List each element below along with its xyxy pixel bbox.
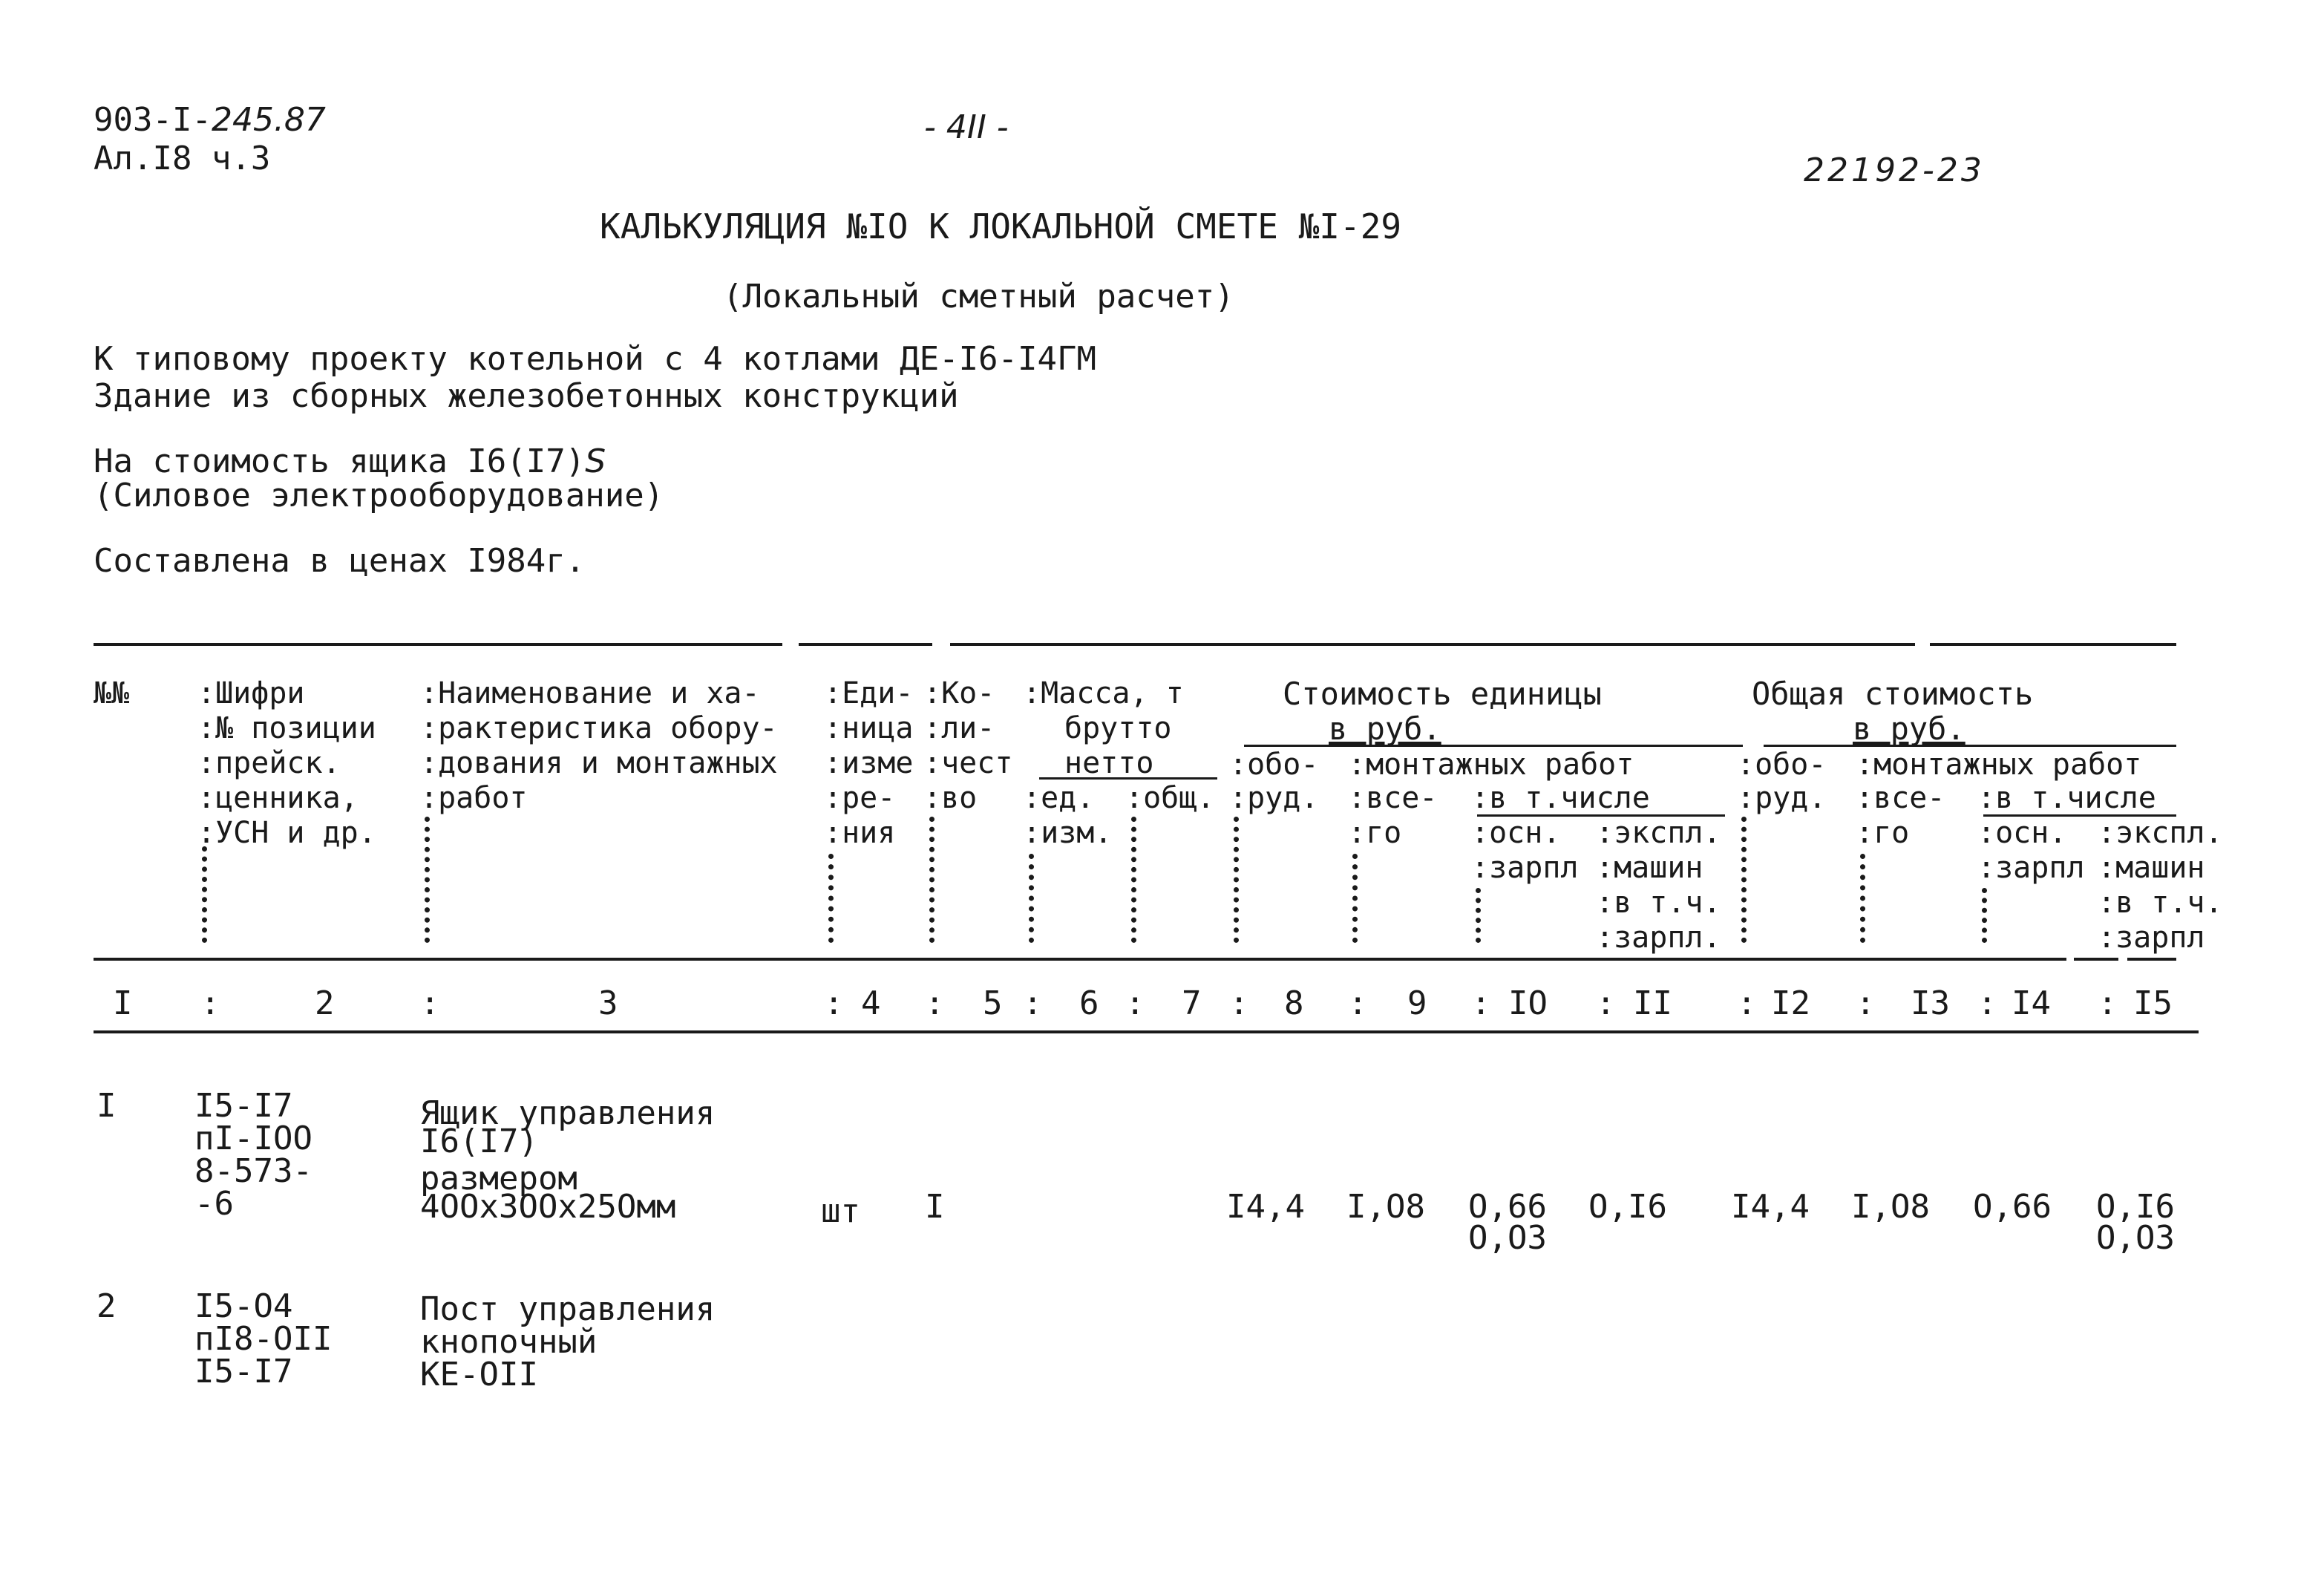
header-qty-4: :во bbox=[923, 781, 978, 815]
top-rule bbox=[1930, 643, 2176, 646]
row-mount-total: I,O8 bbox=[1851, 1188, 1930, 1226]
row-name-2: I6(I7) bbox=[420, 1123, 538, 1160]
header-bottom-rule bbox=[2074, 958, 2118, 961]
header-mass-total: :общ. bbox=[1125, 781, 1215, 815]
header-code-3: :прейск. bbox=[197, 746, 341, 780]
column-separator bbox=[1131, 817, 1136, 943]
header-total-cost-title: Общая стоимость bbox=[1752, 676, 2034, 712]
colnum-5: 5 bbox=[983, 984, 1003, 1022]
colnum-13: I3 bbox=[1911, 984, 1950, 1022]
colnum-15: I5 bbox=[2133, 984, 2173, 1022]
colnum-2: 2 bbox=[315, 984, 335, 1022]
prices-basis: Составлена в ценах I984г. bbox=[94, 542, 586, 580]
row-name-3: размером bbox=[420, 1160, 577, 1197]
header-unit-3: :изме bbox=[824, 746, 914, 780]
colnum-bottom-rule bbox=[94, 1030, 2199, 1033]
project-line-1: К типовому проекту котельной с 4 котлами ДЕ-I6-I4ГМ bbox=[94, 340, 1097, 378]
row-name-4: 4OOx3OOx25Oмм bbox=[420, 1188, 676, 1226]
row-equip-unit-cost: I4,4 bbox=[1226, 1188, 1305, 1226]
column-separator bbox=[929, 817, 934, 943]
row-name-1: Пост управления bbox=[420, 1290, 716, 1328]
header-code-5: :УСН и др. bbox=[197, 816, 376, 850]
row-number: I bbox=[96, 1087, 117, 1125]
colnum-6: 6 bbox=[1079, 984, 1099, 1022]
row-qty: I bbox=[925, 1188, 945, 1226]
column-separator bbox=[1741, 817, 1747, 943]
header-machine-2: :машин bbox=[1596, 851, 1703, 885]
column-separator bbox=[828, 854, 834, 943]
header-mass: :Масса, т bbox=[1023, 676, 1184, 710]
top-rule bbox=[799, 643, 932, 646]
header-total-all-1: :все- bbox=[1856, 781, 1945, 815]
page-subtitle: (Локальный сметный расчет) bbox=[723, 278, 1234, 316]
row-name-1: Ящик управления bbox=[420, 1094, 716, 1132]
header-machine-total-2: :машин bbox=[2098, 851, 2205, 885]
row-code-2: пI-IOO bbox=[194, 1120, 312, 1157]
row-name-2: кнопочный bbox=[420, 1323, 598, 1361]
column-separator bbox=[1476, 888, 1481, 943]
header-unit-1: :Еди- bbox=[824, 676, 914, 710]
header-base-wage-total-1: :осн. bbox=[1977, 816, 2067, 850]
header-equip-1: :обо- bbox=[1229, 748, 1319, 782]
header-name-4: :работ bbox=[420, 781, 528, 815]
header-num: №№ bbox=[94, 676, 130, 710]
header-mount-total: :монтажных работ bbox=[1856, 748, 2142, 782]
header-machine-4: :зарпл. bbox=[1596, 921, 1721, 955]
header-machine-3: :в т.ч. bbox=[1596, 886, 1721, 920]
row-machine-unit: O,I6 bbox=[1588, 1188, 1667, 1226]
header-unit-2: :ница bbox=[824, 711, 914, 745]
header-qty-3: :чест bbox=[923, 746, 1013, 780]
column-separator bbox=[425, 817, 430, 943]
header-base-wage-1: :осн. bbox=[1471, 816, 1561, 850]
header-code-2: :№ позиции bbox=[197, 711, 376, 745]
colnum-7: 7 bbox=[1182, 984, 1202, 1022]
album-ref: Ал.I8 ч.3 bbox=[94, 140, 271, 177]
header-machine-total-1: :экспл. bbox=[2098, 816, 2223, 850]
colnum-3: 3 bbox=[598, 984, 618, 1022]
row-code-3: 8-573- bbox=[194, 1152, 312, 1190]
header-equip-total-1: :обо- bbox=[1737, 748, 1827, 782]
header-mass-netto: нетто bbox=[1064, 746, 1154, 780]
row-unit: шт bbox=[821, 1192, 860, 1230]
header-equip-2: :руд. bbox=[1229, 781, 1319, 815]
colnum-11: II bbox=[1633, 984, 1672, 1022]
header-mount: :монтажных работ bbox=[1348, 748, 1634, 782]
colnum-4: 4 bbox=[861, 984, 881, 1022]
row-base-wage-unit-extra: O,O3 bbox=[1468, 1219, 1547, 1257]
colnum-12: I2 bbox=[1771, 984, 1810, 1022]
row-number: 2 bbox=[96, 1287, 117, 1325]
header-unit-cost-title: Стоимость единицы bbox=[1283, 676, 1602, 712]
colnum-9: 9 bbox=[1407, 984, 1427, 1022]
row-base-wage-total: O,66 bbox=[1973, 1188, 2052, 1226]
page-title: КАЛЬКУЛЯЦИЯ №IO К ЛОКАЛЬНОЙ СМЕТЕ №I-29 bbox=[600, 206, 1402, 246]
colnum-14: I4 bbox=[2012, 984, 2051, 1022]
header-unit-4: :ре- bbox=[824, 781, 896, 815]
header-mass-brutto: брутто bbox=[1064, 711, 1172, 745]
colnum-10: IO bbox=[1508, 984, 1548, 1022]
total-cost-rule bbox=[1764, 745, 2176, 747]
colnum-1: I bbox=[113, 984, 133, 1022]
project-line-2: Здание из сборных железобетонных конструкций bbox=[94, 377, 959, 415]
column-separator bbox=[1352, 854, 1358, 943]
handwritten-code: 245.87 bbox=[211, 101, 326, 139]
header-unit-cost-rub: в руб. bbox=[1329, 710, 1441, 747]
header-machine-total-4: :зарпл bbox=[2098, 921, 2205, 955]
header-mass-unit-1: :ед. bbox=[1023, 781, 1095, 815]
header-total-2: :го bbox=[1348, 816, 1402, 850]
row-code-4: -6 bbox=[194, 1185, 234, 1223]
header-bottom-rule bbox=[94, 958, 2066, 961]
document-code: 903-I-245.87 bbox=[94, 101, 326, 139]
header-total-all-2: :го bbox=[1856, 816, 1910, 850]
row-mount-unit-total: I,O8 bbox=[1346, 1188, 1425, 1226]
page-number: - 4II - bbox=[924, 108, 1009, 146]
header-machine-1: :экспл. bbox=[1596, 816, 1721, 850]
column-separator bbox=[1234, 817, 1239, 943]
top-rule bbox=[94, 643, 782, 646]
header-name-1: :Наименование и ха- bbox=[420, 676, 760, 710]
row-code-1: I5-I7 bbox=[194, 1087, 293, 1125]
header-total-1: :все- bbox=[1348, 781, 1438, 815]
header-qty-1: :Ко- bbox=[923, 676, 995, 710]
row-machine-total-extra: O,O3 bbox=[2096, 1219, 2175, 1257]
header-name-2: :рактеристика обору- bbox=[420, 711, 778, 745]
row-code-3: I5-I7 bbox=[194, 1353, 293, 1391]
header-incl-total: :в т.числе bbox=[1977, 781, 2156, 815]
colnum-8: 8 bbox=[1284, 984, 1304, 1022]
cost-object-line-1: На стоимость ящика I6(I7)S bbox=[94, 442, 606, 480]
header-total-cost-rub: в руб. bbox=[1853, 710, 1965, 747]
header-qty-2: :ли- bbox=[923, 711, 995, 745]
mass-rule bbox=[1039, 777, 1217, 780]
cost-object-line-2: (Силовое электрооборудование) bbox=[94, 477, 664, 514]
header-code-4: :ценника, bbox=[197, 781, 359, 815]
header-base-wage-2: :зарпл bbox=[1471, 851, 1579, 885]
row-code-2: пI8-OII bbox=[194, 1320, 333, 1358]
header-code-1: :Шифри bbox=[197, 676, 305, 710]
column-separator bbox=[1860, 854, 1865, 943]
header-machine-total-3: :в т.ч. bbox=[2098, 886, 2223, 920]
top-rule bbox=[950, 643, 1915, 646]
header-unit-5: :ния bbox=[824, 816, 896, 850]
inventory-number: 22192-23 bbox=[1804, 151, 1985, 189]
header-incl: :в т.числе bbox=[1471, 781, 1650, 815]
row-machine-total: O,I6 bbox=[2096, 1188, 2175, 1226]
unit-cost-rule bbox=[1244, 745, 1743, 747]
row-base-wage-unit: O,66 bbox=[1468, 1188, 1547, 1226]
column-separator bbox=[1029, 854, 1034, 943]
row-code-1: I5-O4 bbox=[194, 1287, 293, 1325]
header-equip-total-2: :руд. bbox=[1737, 781, 1827, 815]
header-name-3: :дования и монтажных bbox=[420, 746, 778, 780]
header-base-wage-total-2: :зарпл bbox=[1977, 851, 2085, 885]
handwritten-mark: S bbox=[585, 442, 606, 480]
row-equip-total: I4,4 bbox=[1731, 1188, 1810, 1226]
row-name-3: KE-OII bbox=[420, 1356, 538, 1393]
header-mass-unit-2: :изм. bbox=[1023, 816, 1113, 850]
header-bottom-rule bbox=[2127, 958, 2176, 961]
column-separator bbox=[1982, 888, 1987, 943]
column-separator bbox=[202, 846, 207, 943]
